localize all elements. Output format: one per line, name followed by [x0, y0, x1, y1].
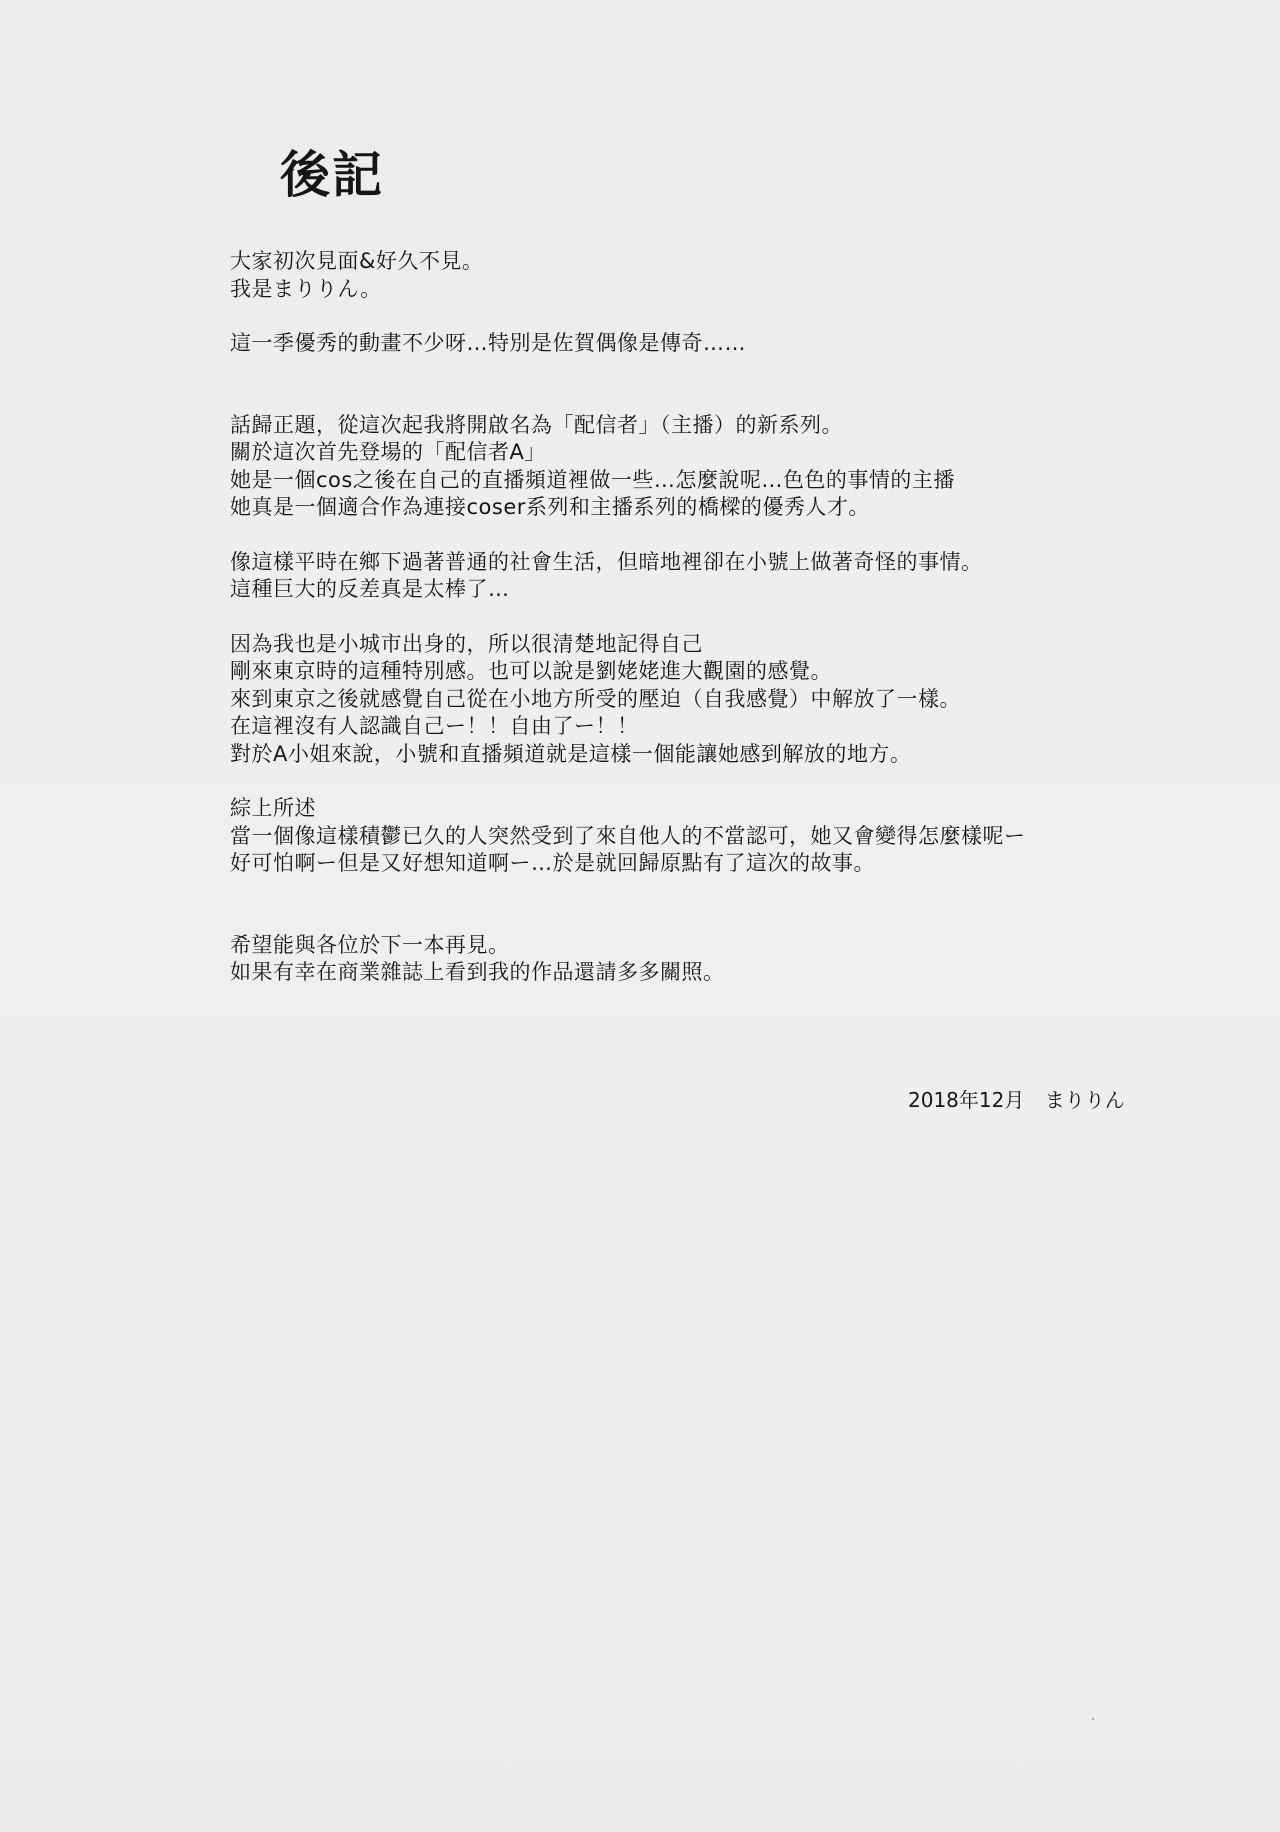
- text-line: 如果有幸在商業雜誌上看到我的作品還請多多關照。: [230, 960, 725, 984]
- paragraph: [230, 330, 1230, 358]
- text-line: 當一個像這樣積鬱已久的人突然受到了來自他人的不當認可，她又會變得怎麼樣呢ー: [230, 823, 1026, 848]
- text-line: 話歸正題，從這次起我將開啟名為「配信者」（主播）的新系列。: [230, 412, 843, 437]
- paragraph-gap: [230, 604, 1230, 631]
- text-line: 對於A小姐來說，小號和直播頻道就是這樣一個能讓她感到解放的地方。: [230, 741, 912, 766]
- text-line: 綜上所述: [230, 796, 316, 820]
- paragraph-gap: [230, 303, 1230, 330]
- text-line: 在這裡沒有人認識自己ー！！自由了ー！！: [230, 714, 639, 738]
- text-line: 這一季優秀的動畫不少呀…特別是佐賀偶像是傳奇……: [230, 331, 746, 355]
- paragraph: [230, 631, 1230, 769]
- paragraph: [230, 932, 1230, 987]
- text-line: 剛來東京時的這種特別感。也可以說是劉姥姥進大觀園的感覺。: [230, 659, 832, 683]
- paragraph-gap: [230, 878, 1230, 932]
- paper-speck: [1092, 1718, 1094, 1720]
- paragraph: [230, 412, 1230, 522]
- paragraph-gap: [230, 522, 1230, 549]
- paragraph: [230, 549, 1230, 604]
- paragraph-gap: [230, 768, 1230, 795]
- text-line: 這種巨大的反差真是太棒了…: [230, 577, 510, 601]
- text-line: 我是まりりん。: [230, 276, 382, 301]
- signature: 2018年12月 まりりん: [908, 1088, 1125, 1112]
- text-line: 因為我也是小城市出身的，所以很清楚地記得自己: [230, 631, 703, 656]
- text-line: 她真是一個適合作為連接coser系列和主播系列的橋樑的優秀人才。: [230, 495, 870, 519]
- paragraph-gap: [230, 358, 1230, 412]
- page-title: 後記: [280, 146, 384, 204]
- text-line: 像這樣平時在鄉下過著普通的社會生活，但暗地裡卻在小號上做著奇怪的事情。: [230, 549, 983, 574]
- text-line: 希望能與各位於下一本再見。: [230, 932, 510, 957]
- text-line: 好可怕啊ー但是又好想知道啊ー…於是就回歸原點有了這次的故事。: [230, 851, 875, 875]
- afterword-body: [230, 248, 1230, 987]
- paragraph: [230, 248, 1230, 303]
- text-line: 她是一個cos之後在自己的直播頻道裡做一些…怎麼說呢…色色的事情的主播: [230, 467, 955, 492]
- text-line: 關於這次首先登場的「配信者A」: [230, 440, 546, 464]
- text-line: 大家初次見面&好久不見。: [230, 249, 484, 273]
- text-line: 來到東京之後就感覺自己從在小地方所受的壓迫（自我感覺）中解放了一樣。: [230, 686, 961, 711]
- paragraph: [230, 795, 1230, 878]
